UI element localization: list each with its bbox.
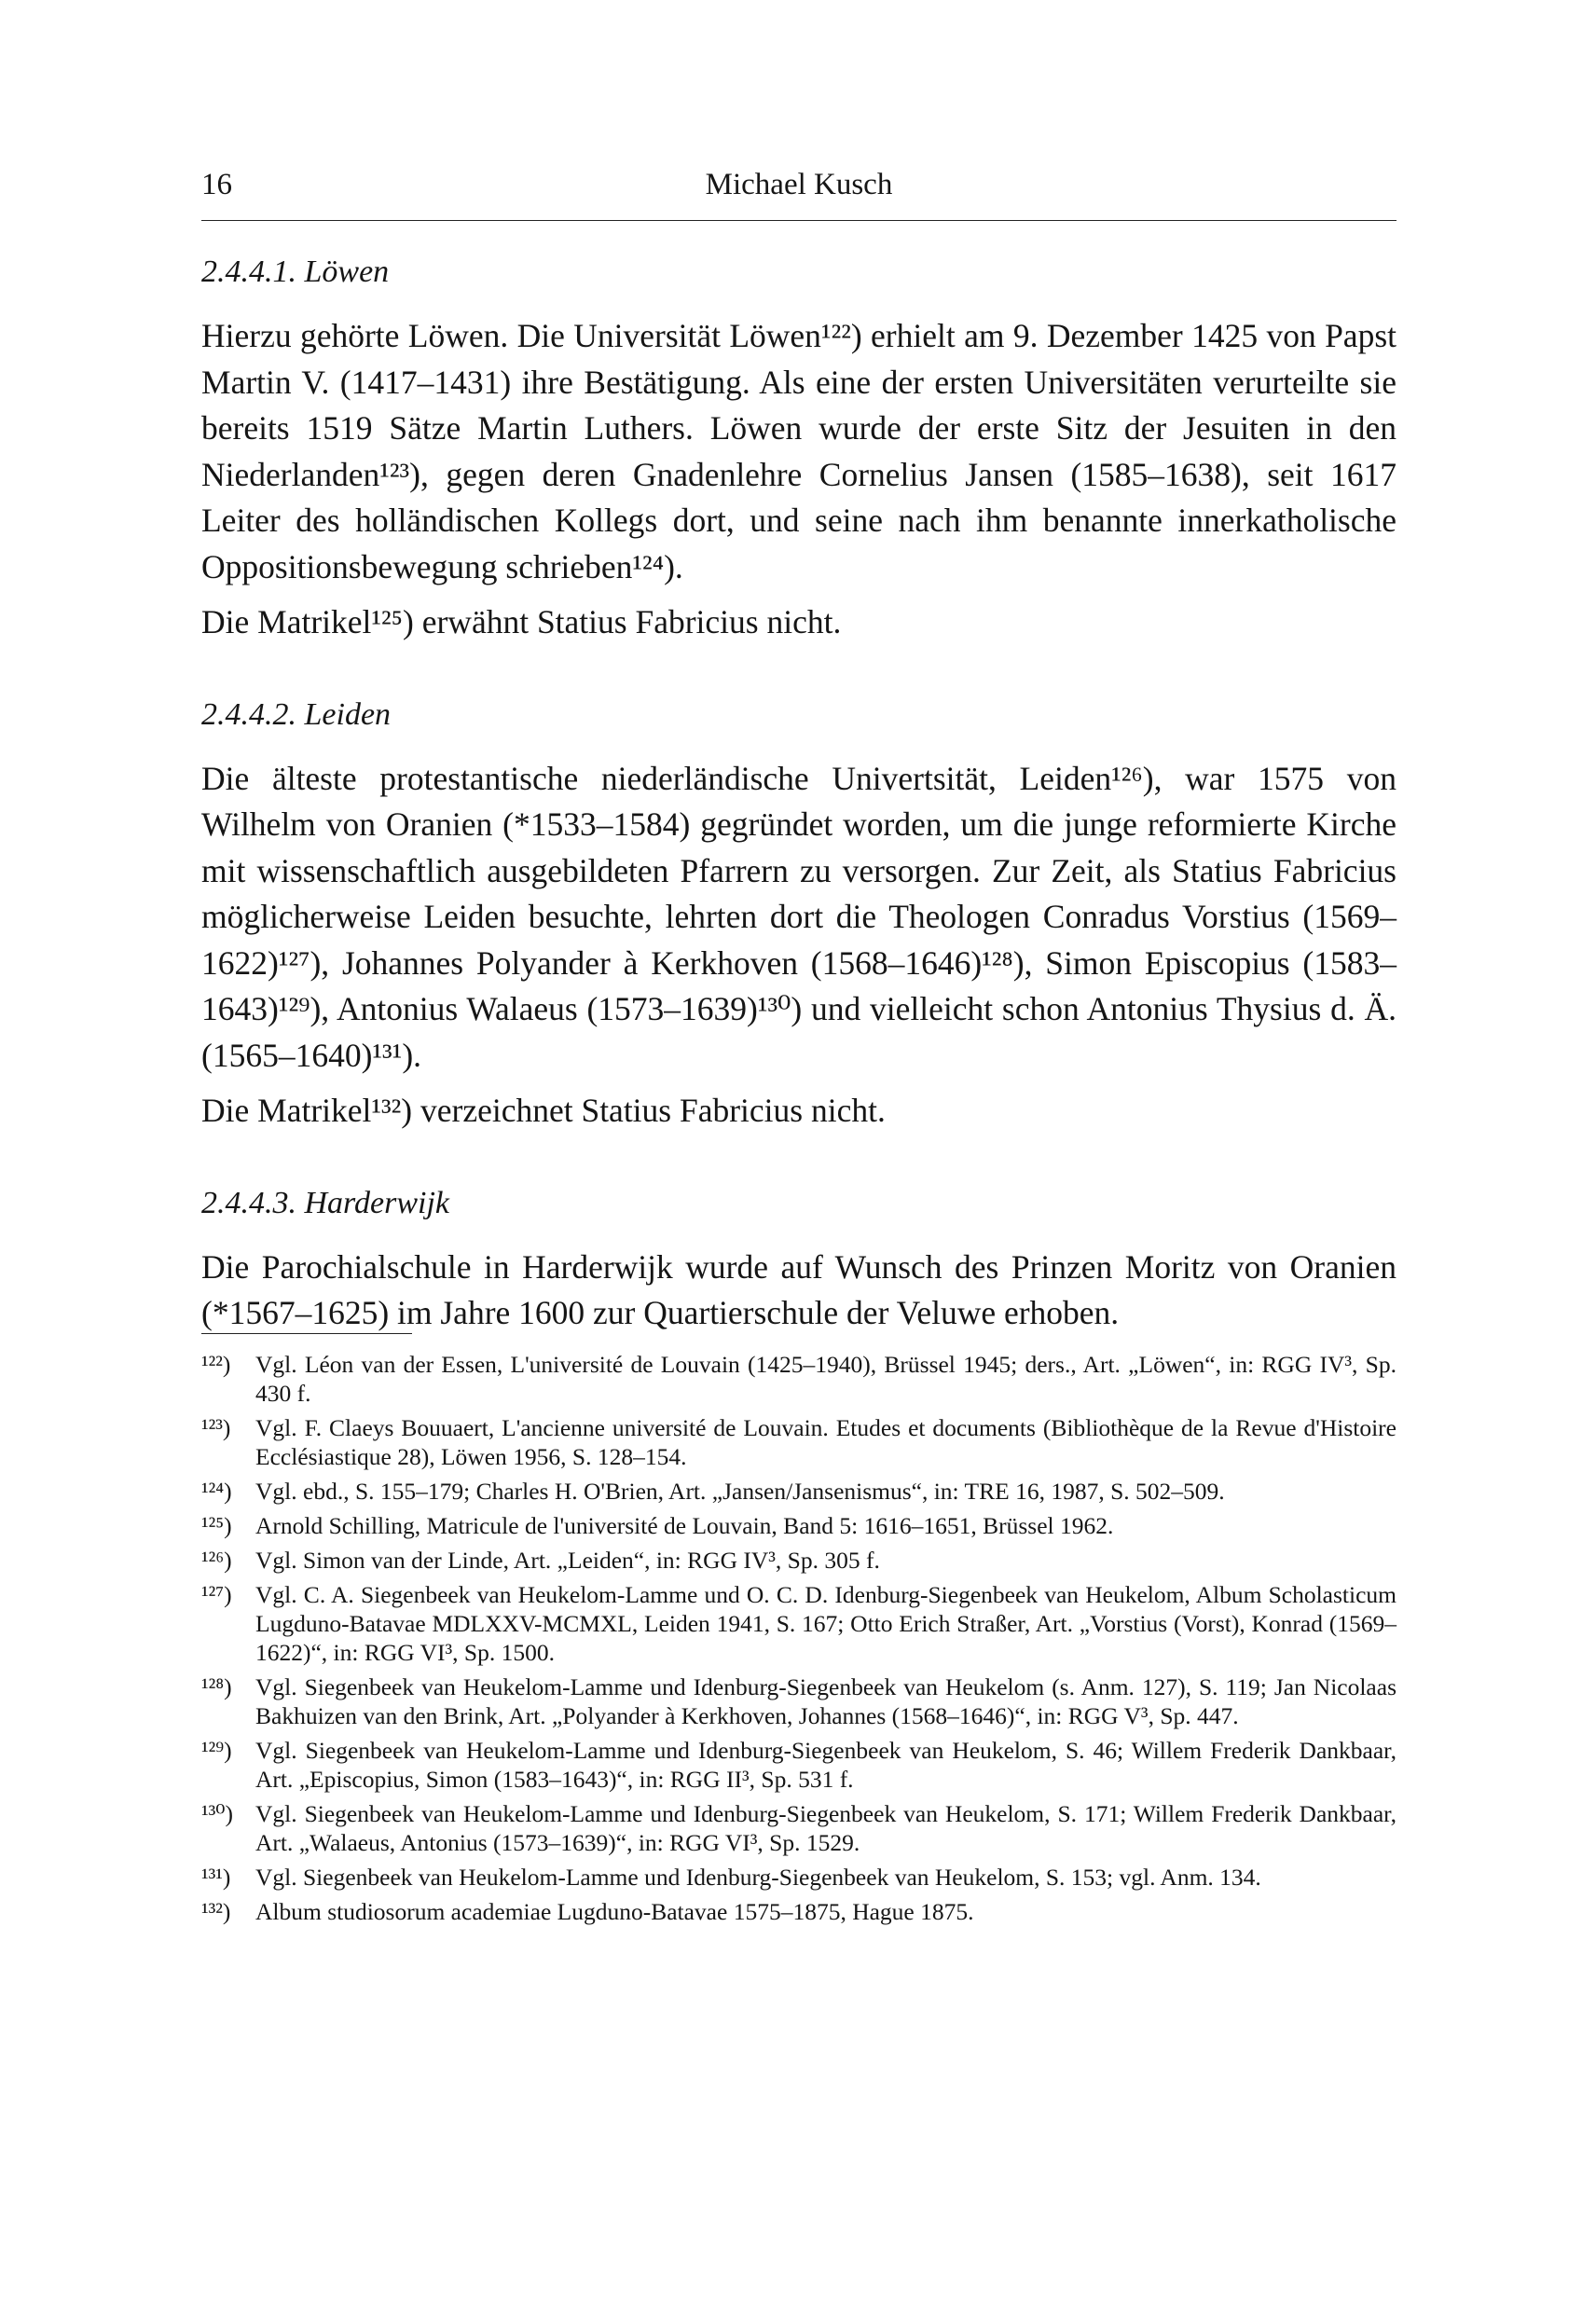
footnote-text: Vgl. Léon van der Essen, L'université de Louvain (1425–1940), Brüssel 1945; ders., Art. „Löwen“, in: RGG IV³, Sp. 430 f. (255, 1351, 1396, 1407)
footnote-text: Vgl. C. A. Siegenbeek van Heukelom-Lamme und O. C. D. Idenburg-Siegenbeek van Heukelom, Album Scholasticum Lugduno-Batavae MDLXXV-MCMXL, Leiden 1941, S. 167; Otto Erich Straßer, Art. „Vorstius (Vorst), Konrad (1569–1622)“, in: RGG VI³, Sp. 1500. (255, 1581, 1396, 1666)
footnotes (201, 1350, 1396, 1932)
footnote-text: Vgl. ebd., S. 155–179; Charles H. O'Brien, Art. „Jansen/Jansenismus“, in: TRE 16, 1987, S. 502–509. (255, 1478, 1225, 1505)
page-number: 16 (201, 168, 232, 201)
footnote-rule (201, 1333, 412, 1334)
footnote (201, 1511, 1396, 1540)
footnote-text: Vgl. Siegenbeek van Heukelom-Lamme und Idenburg-Siegenbeek van Heukelom (s. Anm. 127), S. 119; Jan Nicolaas Bakhuizen van den Brink, Art. „Polyander à Kerkhoven, Johannes (1568–1646)“, in: RGG V³, Sp. 447. (255, 1673, 1396, 1729)
footnote-number: ¹²⁹) (201, 1737, 232, 1764)
paragraph: Die Matrikel¹³²) verzeichnet Statius Fabricius nicht. (201, 1092, 886, 1129)
footnote-number: ¹³²) (201, 1898, 231, 1925)
footnote-text: Album studiosorum academiae Lugduno-Batavae 1575–1875, Hague 1875. (255, 1898, 974, 1925)
footnote (201, 1736, 1396, 1794)
footnote-number: ¹²⁷) (201, 1581, 232, 1608)
footnote-number: ¹³⁰) (201, 1800, 234, 1827)
footnote-number: ¹²⁸) (201, 1673, 232, 1700)
footnote-text: Vgl. Simon van der Linde, Art. „Leiden“, in: RGG IV³, Sp. 305 f. (255, 1547, 880, 1574)
footnote-number: ¹²⁶) (201, 1547, 232, 1574)
header-rule (201, 220, 1396, 221)
section-leiden (201, 689, 1396, 1135)
footnote-number: ¹²⁵) (201, 1512, 232, 1539)
section-heading: 2.4.4.1. Löwen (201, 255, 390, 289)
section-heading: 2.4.4.3. Harderwijk (201, 1185, 450, 1220)
footnote (201, 1350, 1396, 1408)
footnote-number: ¹²⁴) (201, 1478, 232, 1505)
paragraph: Hierzu gehörte Löwen. Die Universität Löwen¹²²) erhielt am 9. Dezember 1425 von Papst Martin V. (1417–1431) ihre Bestätigung. Als eine der ersten Universitäten verurteilte sie bereits 1519 Sätze Martin Luthers. Löwen wurde der erste Sitz der Jesuiten in den Niederlanden¹²³), gegen deren Gnadenlehre Cornelius Jansen (1585–1638), seit 1617 Leiter des holländischen Kollegs dort, und seine nach ihm benannte innerkatholische Oppositionsbewegung schrieben¹²⁴). (201, 317, 1396, 585)
section-loewen (201, 246, 1396, 646)
footnote (201, 1580, 1396, 1667)
paragraph: Die Matrikel¹²⁵) erwähnt Statius Fabricius nicht. (201, 603, 842, 640)
footnote (201, 1477, 1396, 1506)
footnote (201, 1672, 1396, 1730)
footnote (201, 1863, 1396, 1892)
page (201, 0, 1396, 2312)
footnote-text: Arnold Schilling, Matricule de l'université de Louvain, Band 5: 1616–1651, Brüssel 1962. (255, 1512, 1114, 1539)
footnote (201, 1546, 1396, 1575)
running-head (201, 168, 1396, 214)
footnote-text: Vgl. Siegenbeek van Heukelom-Lamme und Idenburg-Siegenbeek van Heukelom, S. 153; vgl. Anm. 134. (255, 1864, 1261, 1891)
footnote-text: Vgl. Siegenbeek van Heukelom-Lamme und Idenburg-Siegenbeek van Heukelom, S. 171; Willem Frederik Dankbaar, Art. „Walaeus, Antonius (1573–1639)“, in: RGG VI³, Sp. 1529. (255, 1800, 1396, 1856)
footnote-number: ¹²³) (201, 1414, 231, 1441)
footnote (201, 1897, 1396, 1926)
paragraph: Die älteste protestantische niederländische Univertsität, Leiden¹²⁶), war 1575 von Wilhelm von Oranien (*1533–1584) gegründet worden, um die junge reformierte Kirche mit wissenschaftlich ausgebildeten Pfarrern zu versorgen. Zur Zeit, als Statius Fabricius möglicherweise Leiden besuchte, lehrten dort die Theologen Conradus Vorstius (1569–1622)¹²⁷), Johannes Polyander à Kerkhoven (1568–1646)¹²⁸), Simon Episcopius (1583–1643)¹²⁹), Antonius Walaeus (1573–1639)¹³⁰) und vielleicht schon Antonius Thysius d. Ä. (1565–1640)¹³¹). (201, 759, 1396, 1074)
body-text (201, 246, 1396, 1380)
footnote (201, 1799, 1396, 1857)
footnote-text: Vgl. F. Claeys Bouuaert, L'ancienne université de Louvain. Etudes et documents (Bibliothèque de la Revue d'Histoire Ecclésiastique 28), Löwen 1956, S. 128–154. (255, 1414, 1396, 1470)
paragraph: Die Parochialschule in Harderwijk wurde auf Wunsch des Prinzen Moritz von Oranien (*1567–1625) im Jahre 1600 zur Quartierschule der Veluwe erhoben. (201, 1247, 1396, 1331)
footnote-number: ¹³¹) (201, 1864, 231, 1891)
running-title: Michael Kusch (705, 168, 893, 201)
section-heading: 2.4.4.2. Leiden (201, 696, 392, 732)
footnote-text: Vgl. Siegenbeek van Heukelom-Lamme und Idenburg-Siegenbeek van Heukelom, S. 46; Willem Frederik Dankbaar, Art. „Episcopius, Simon (1583–1643)“, in: RGG II³, Sp. 531 f. (255, 1737, 1396, 1793)
footnote-number: ¹²²) (201, 1351, 231, 1378)
footnote (201, 1413, 1396, 1471)
section-harderwijk (201, 1177, 1396, 1337)
